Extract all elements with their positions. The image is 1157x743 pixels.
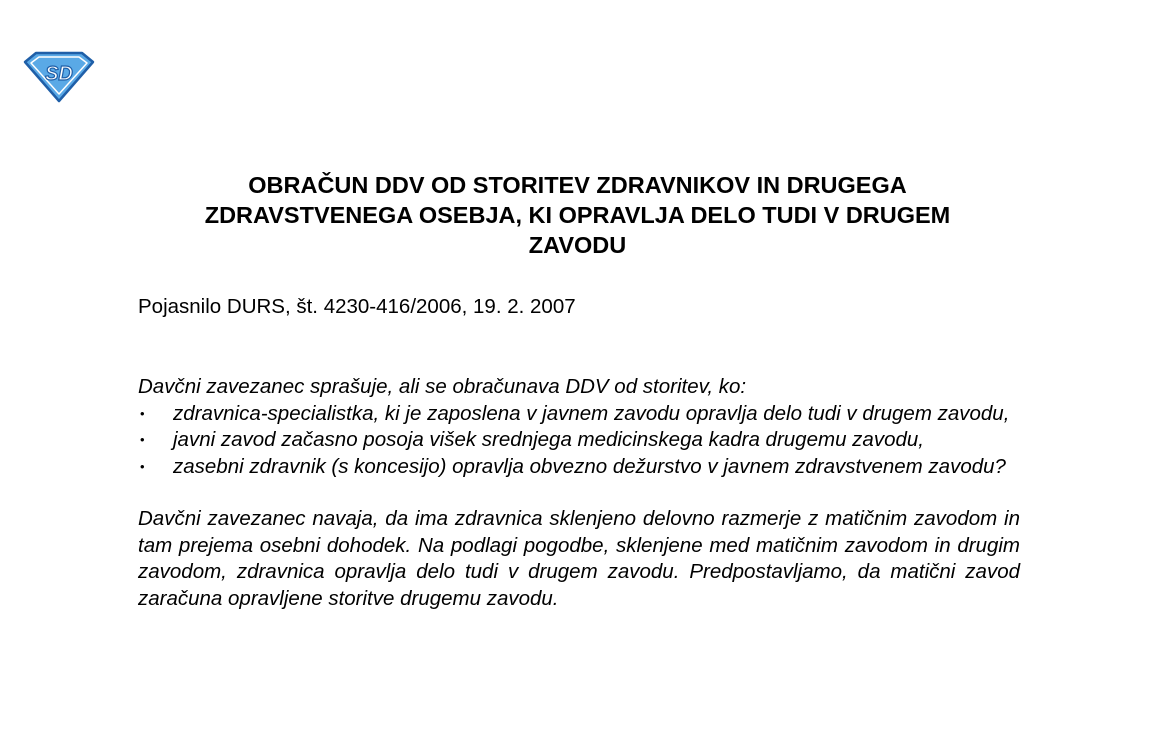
title-line: OBRAČUN DDV OD STORITEV ZDRAVNIKOV IN DRUGEGA <box>248 172 907 198</box>
list-item-text: javni zavod začasno posoja višek srednjega medicinskega kadra drugemu zavodu, <box>173 428 924 451</box>
logo-label: SD <box>45 63 73 85</box>
list-item <box>138 454 1020 481</box>
source-reference: Pojasnilo DURS, št. 4230-416/2006, 19. 2. 2007 <box>138 295 576 318</box>
title-line: ZDRAVSTVENEGA OSEBJA, KI OPRAVLJA DELO TUDI V DRUGEM <box>204 202 951 228</box>
list-item <box>138 401 1020 428</box>
title-line: ZAVODU <box>528 232 627 258</box>
body-paragraph: Davčni zavezanec navaja, da ima zdravnica sklenjeno delovno razmerje z matičnim zavodom in tam prejema osebni dohodek. Na podlagi pogodbe, sklenjene med matičnim zavodom in drugim zavodom, zdravnica opravlja delo tudi v drugem zavodu. Predpostavljamo, da matični zavod zaračuna opravljene storitve drugemu zavodu. <box>138 507 1020 610</box>
question-list <box>138 401 1020 481</box>
question-intro: Davčni zavezanec sprašuje, ali se obračunava DDV od storitev, ko: <box>138 375 747 398</box>
document-body <box>138 374 1020 612</box>
bullet-icon: • <box>140 432 145 447</box>
shield-logo-icon <box>22 50 96 104</box>
bullet-icon: • <box>140 458 145 474</box>
document-title <box>100 170 1055 260</box>
list-item-text: zasebni zdravnik (s koncesijo) opravlja obvezno dežurstvo v javnem zdravstvenem zavodu? <box>173 454 1006 478</box>
bullet-icon: • <box>140 405 145 421</box>
sd-logo <box>22 50 96 104</box>
list-item-text: zdravnica-specialistka, ki je zaposlena v javnem zavodu opravlja delo tudi v drugem zavodu, <box>173 401 1010 425</box>
list-item <box>138 427 1020 454</box>
